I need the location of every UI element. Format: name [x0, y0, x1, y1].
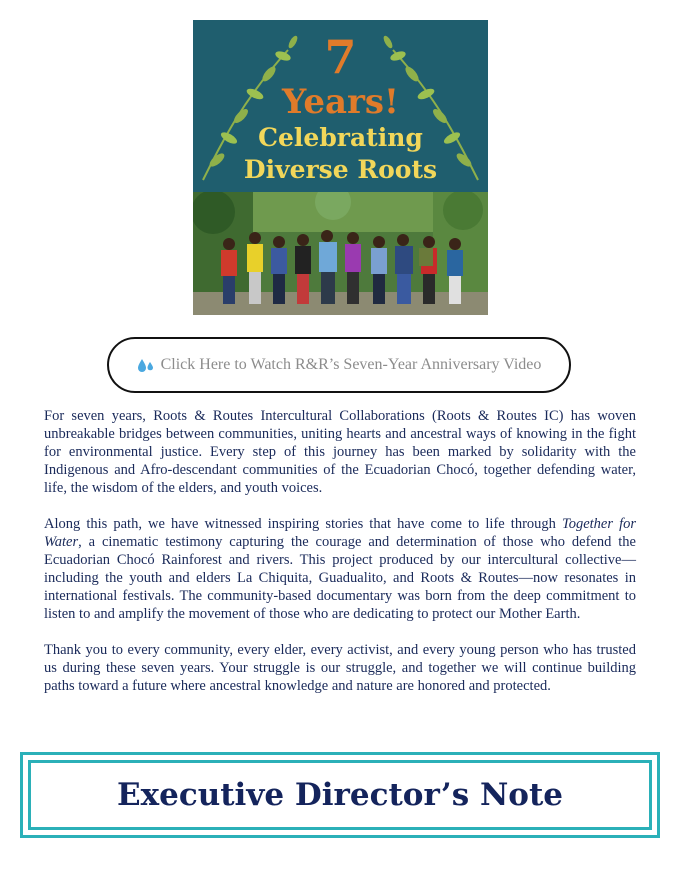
paragraph-intro: For seven years, Roots & Routes Intercultural Collaborations (Roots & Routes IC) has woven unbreakable bridges between communities, uniting hearts and ancestral ways of knowing in the fight for environmental justice. Every step of this journey has been marked by solidarity with the Indigenous and Afro-descendant communities of the Ecuadorian Chocó, together defending water, life, the wisdom of the elders, and youth voices. — [44, 408, 636, 496]
paragraph-thank-you: Thank you to every community, every elder, every activist, and every young person who has trusted us during these seven years. Your struggle is our struggle, and together we will continue building paths toward a future where ancestral knowledge and nature are honored and protected. — [44, 642, 636, 694]
hero-number: 7 — [324, 30, 357, 84]
paragraph-text: , a cinematic testimony capturing the courage and determination of those who defend the Ecuadorian Chocó Rainforest and rivers. This project produced by our intercultural collective—including the youth and elders La Chiquita, Guadualito, and Roots & Routes—now resonates in international festivals. The community-based documentary was born from the deep commitment to listen to and amplify the movement of those who are dedicating to protect our Mother Earth. — [44, 534, 636, 622]
anniversary-hero-image — [193, 20, 488, 315]
hero-celebrating-text: Celebrating — [258, 123, 423, 152]
paragraph-together-for-water — [44, 515, 636, 623]
article-body — [44, 407, 636, 713]
hero-diverse-roots-text: Diverse Roots — [243, 155, 438, 184]
hero-years-text: Years! — [282, 82, 399, 122]
film-title: Together for Water — [44, 516, 637, 550]
hero-banner-panel — [193, 20, 488, 192]
section-title: Executive Director’s Note — [116, 777, 564, 813]
section-header-inner — [28, 760, 652, 830]
watch-anniversary-video-button[interactable] — [107, 337, 571, 393]
section-header-box — [20, 752, 660, 838]
community-group-photo — [193, 192, 488, 315]
water-drops-icon — [137, 357, 155, 373]
video-button-label: Click Here to Watch R&R’s Seven-Year Anniversary Video — [160, 356, 542, 373]
paragraph-text: Along this path, we have witnessed inspiring stories that have come to life through — [44, 516, 562, 532]
